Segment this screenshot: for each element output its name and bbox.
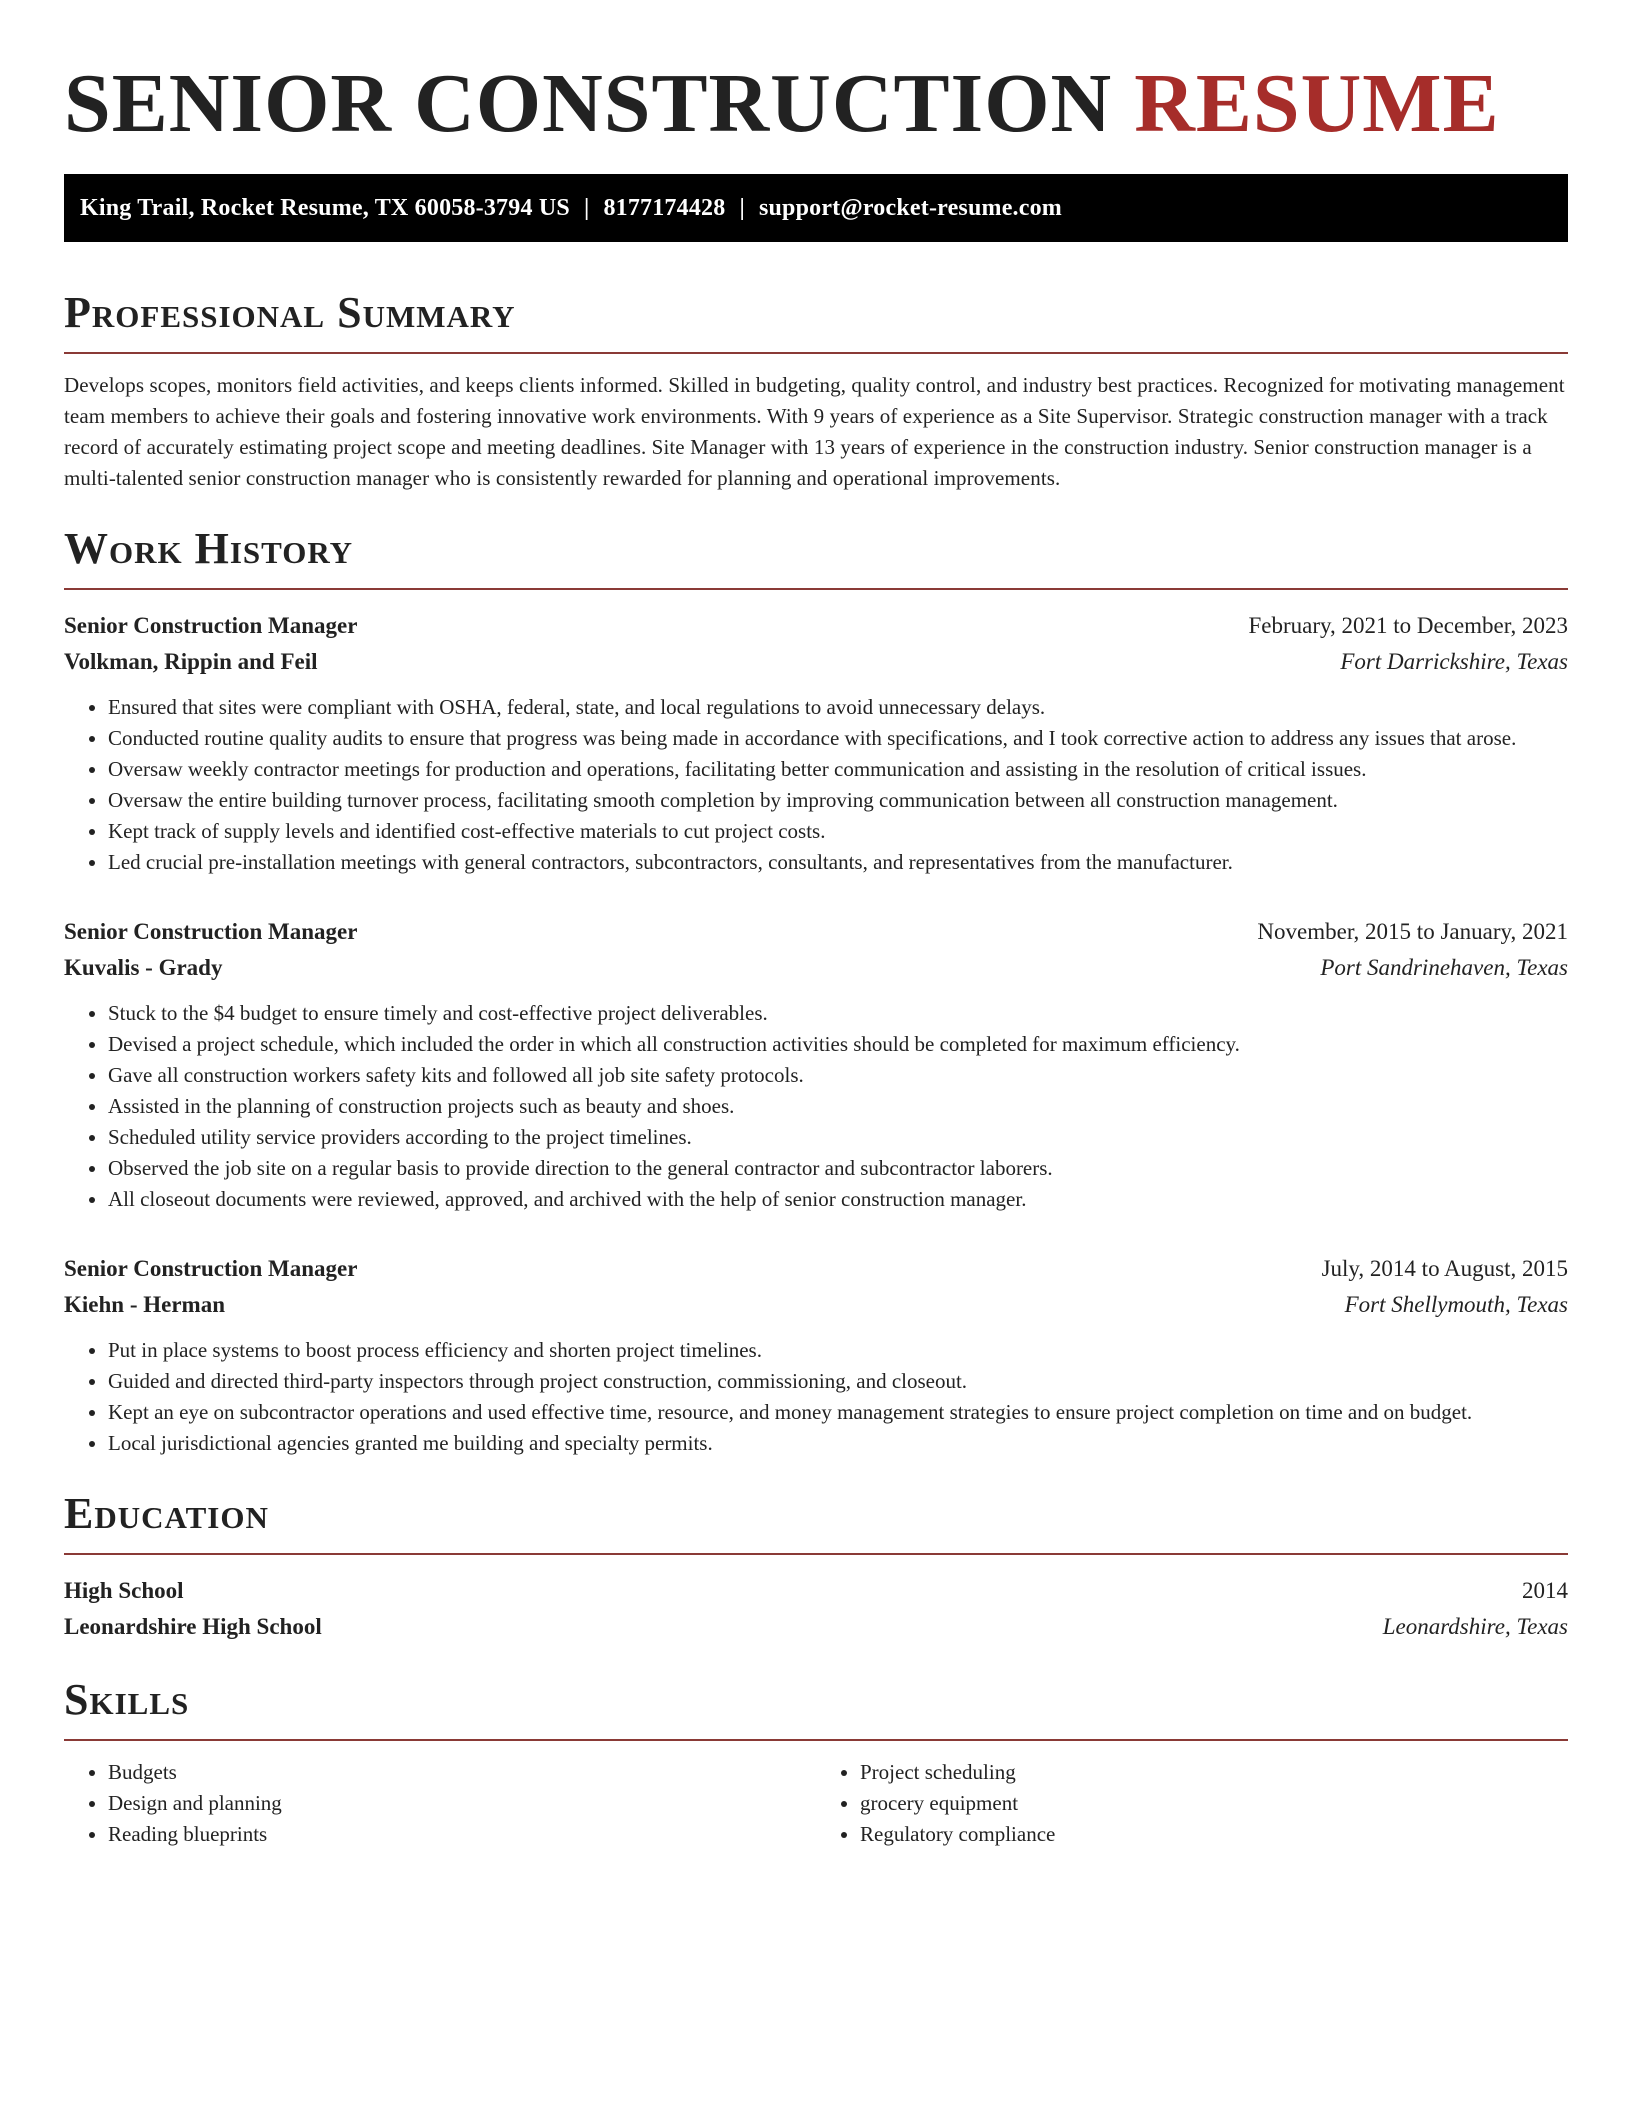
skill-item: • Design and planning: [108, 1788, 816, 1819]
section-divider: [64, 588, 1568, 590]
contact-email[interactable]: support@rocket-resume.com: [758, 194, 1062, 221]
job-bullet: • Devised a project schedule, which included the order in which all construction activities should be completed for maximum efficiency.: [108, 1029, 1568, 1060]
job-header-row: [64, 608, 1568, 644]
job-bullet: • Assisted in the planning of construction projects such as beauty and shoes.: [108, 1091, 1568, 1122]
job-location: Port Sandrinehaven, Texas: [1320, 955, 1568, 980]
education-degree: High School: [64, 1578, 184, 1603]
job-bullet: • Guided and directed third-party inspectors through project construction, commissioning, and closeout.: [108, 1366, 1568, 1397]
job-title: Senior Construction Manager: [64, 919, 358, 944]
work-history-heading: Work History: [64, 524, 354, 573]
job-entry: [64, 914, 1568, 1215]
section-divider: [64, 1553, 1568, 1555]
education-row: [64, 1609, 1568, 1645]
skill-item: • Project scheduling: [860, 1757, 1568, 1788]
job-bullet: • Local jurisdictional agencies granted me building and specialty permits.: [108, 1428, 1568, 1459]
job-header-row: [64, 914, 1568, 950]
job-dates: February, 2021 to December, 2023: [1248, 613, 1568, 638]
job-dates: November, 2015 to January, 2021: [1257, 919, 1568, 944]
job-bullet: • Ensured that sites were compliant with OSHA, federal, state, and local regulations to avoid unnecessary delays.: [108, 692, 1568, 723]
title-accent: RESUME: [1134, 57, 1500, 150]
contact-separator: |: [739, 194, 745, 221]
job-company-row: [64, 1287, 1568, 1323]
job-company-row: [64, 644, 1568, 680]
contact-bar: [64, 174, 1568, 242]
skill-item: • grocery equipment: [860, 1788, 1568, 1819]
job-bullet: • Oversaw the entire building turnover process, facilitating smooth completion by improving communication between all construction management.: [108, 785, 1568, 816]
education-heading: Education: [64, 1489, 269, 1538]
work-history-section: [64, 524, 1568, 1459]
job-company: Volkman, Rippin and Feil: [64, 649, 318, 674]
job-location: Fort Darrickshire, Texas: [1340, 649, 1568, 674]
job-bullet: • Observed the job site on a regular basis to provide direction to the general contractor and subcontractor laborers.: [108, 1153, 1568, 1184]
job-company: Kiehn - Herman: [64, 1292, 225, 1317]
job-entry: [64, 608, 1568, 878]
job-location: Fort Shellymouth, Texas: [1344, 1292, 1568, 1317]
job-bullet: • Kept track of supply levels and identified cost-effective materials to cut project costs.: [108, 816, 1568, 847]
job-list: [64, 608, 1568, 1459]
education-entry: [64, 1573, 1568, 1645]
job-bullet: • Put in place systems to boost process efficiency and shorten project timelines.: [108, 1335, 1568, 1366]
job-dates: July, 2014 to August, 2015: [1321, 1256, 1568, 1281]
job-entry: [64, 1251, 1568, 1459]
job-bullet: • Oversaw weekly contractor meetings for production and operations, facilitating better communication and assisting in the resolution of critical issues.: [108, 754, 1568, 785]
job-bullet: • Stuck to the $4 budget to ensure timely and cost-effective project deliverables.: [108, 998, 1568, 1029]
summary-section: [64, 288, 1568, 494]
education-location: Leonardshire, Texas: [1382, 1614, 1568, 1639]
title-main: SENIOR CONSTRUCTION: [64, 57, 1113, 150]
job-bullet: • Gave all construction workers safety kits and followed all job site safety protocols.: [108, 1060, 1568, 1091]
skill-item: • Regulatory compliance: [860, 1819, 1568, 1850]
job-title: Senior Construction Manager: [64, 1256, 358, 1281]
summary-text: Develops scopes, monitors field activities, and keeps clients informed. Skilled in budgeting, quality control, and industry best practices. Recognized for motivating management team members to achieve their goals and fostering innovative work environments. With 9 years of experience as a Site Supervisor. Strategic construction manager with a track record of accurately estimating project scope and meeting deadlines. Site Manager with 13 years of experience in the construction industry. Senior construction manager is a multi-talented senior construction manager who is consistently rewarded for planning and operational improvements.: [64, 373, 1565, 490]
section-divider: [64, 352, 1568, 354]
skills-list-left: [64, 1757, 816, 1850]
job-bullet-list: [64, 998, 1568, 1215]
job-bullet-list: [64, 1335, 1568, 1459]
job-bullet: • Conducted routine quality audits to ensure that progress was being made in accordance with specifications, and I took corrective action to address any issues that arose.: [108, 723, 1568, 754]
skills-section: [64, 1675, 1568, 1850]
skill-item: • Budgets: [108, 1757, 816, 1788]
resume-title: [64, 56, 1568, 152]
job-bullet: • Kept an eye on subcontractor operations and used effective time, resource, and money management strategies to ensure project completion on time and on budget.: [108, 1397, 1568, 1428]
education-school: Leonardshire High School: [64, 1614, 322, 1639]
education-year: 2014: [1522, 1578, 1568, 1603]
education-section: [64, 1489, 1568, 1645]
summary-heading: Professional Summary: [64, 288, 516, 337]
skills-heading: Skills: [64, 1675, 190, 1724]
skills-list-right: [816, 1757, 1568, 1850]
job-bullet-list: [64, 692, 1568, 878]
education-row: [64, 1573, 1568, 1609]
job-bullet: • All closeout documents were reviewed, approved, and archived with the help of senior construction manager.: [108, 1184, 1568, 1215]
job-bullet: • Led crucial pre-installation meetings with general contractors, subcontractors, consultants, and representatives from the manufacturer.: [108, 847, 1568, 878]
contact-phone[interactable]: 8177174428: [603, 194, 726, 221]
job-title: Senior Construction Manager: [64, 613, 358, 638]
skills-columns: [64, 1757, 1568, 1850]
section-divider: [64, 1739, 1568, 1741]
job-company: Kuvalis - Grady: [64, 955, 223, 980]
skill-item: • Reading blueprints: [108, 1819, 816, 1850]
job-bullet: • Scheduled utility service providers according to the project timelines.: [108, 1122, 1568, 1153]
contact-address: King Trail, Rocket Resume, TX 60058-3794 US: [80, 194, 570, 221]
contact-separator: |: [583, 194, 590, 221]
job-header-row: [64, 1251, 1568, 1287]
job-company-row: [64, 950, 1568, 986]
